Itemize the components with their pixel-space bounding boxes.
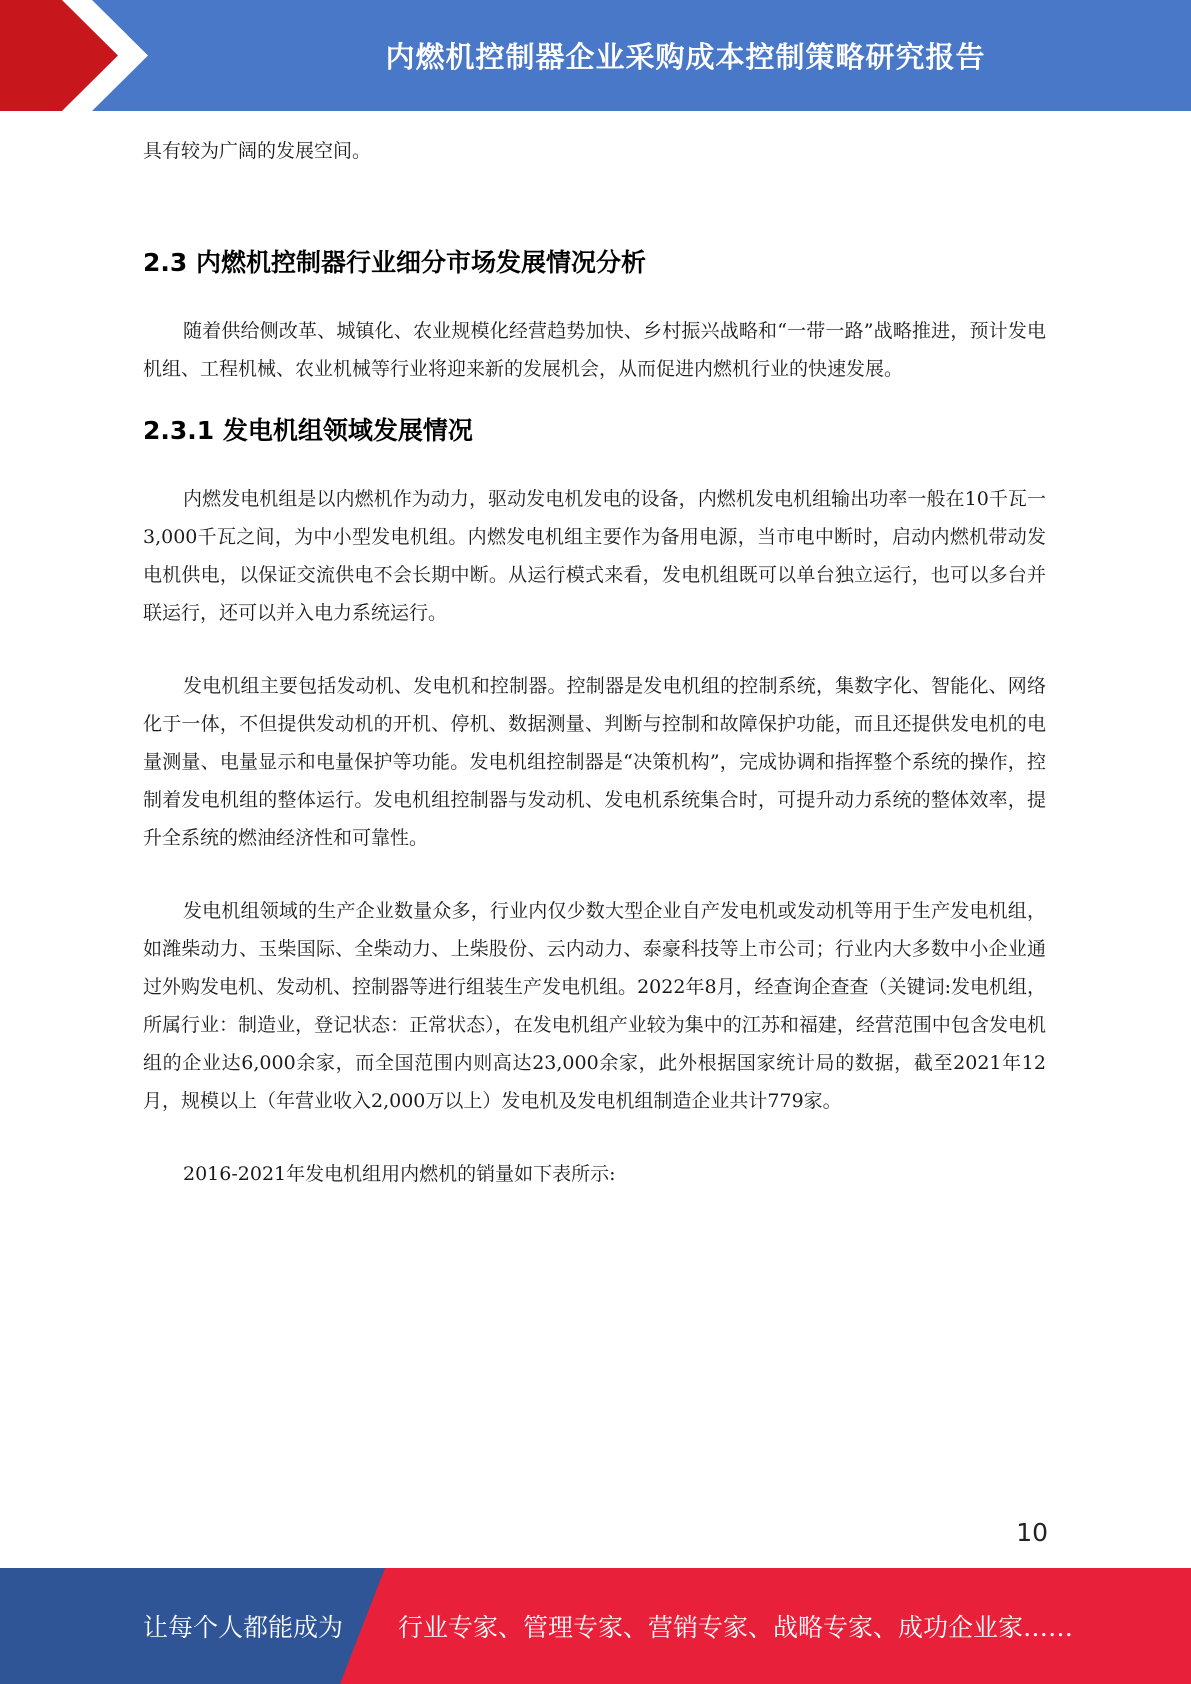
page-number: 10 xyxy=(1016,1518,1048,1547)
report-title: 内燃机控制器企业采购成本控制策略研究报告 xyxy=(385,40,986,74)
header-chevron-decoration xyxy=(0,0,160,111)
paragraph-genset-controller: 发电机组主要包括发动机、发电机和控制器。控制器是发电机组的控制系统，集数字化、智能化、网络化于一体，不但提供发动机的开机、停机、数据测量、判断与控制和故障保护功能，而且还提供发电机的电量测量、电量显示和电量保护等功能。发电机组控制器是“决策机构”，完成协调和指挥整个系统的操作，控制着发电机组的整体运行。发电机组控制器与发动机、发电机系统集合时，可提升动力系统的整体效率，提升全系统的燃油经济性和可靠性。 xyxy=(143,675,1046,849)
paragraph-genset-definition: 内燃发电机组是以内燃机作为动力，驱动发电机发电的设备，内燃机发电机组输出功率一般在10千瓦一3,000千瓦之间，为中小型发电机组。内燃发电机组主要作为备用电源，当市电中断时，启动内燃机带动发电机供电，以保证交流供电不会长期中断。从运行模式来看，发电机组既可以单台独立运行，也可以多台并联运行，还可以并入电力系统运行。 xyxy=(143,488,1046,624)
paragraph-sales-table-intro: 2016-2021年发电机组用内燃机的销量如下表所示: xyxy=(183,1163,616,1185)
section-2-3-1-heading: 2.3.1 发电机组领域发展情况 xyxy=(143,416,473,445)
footer-slogan-right: 行业专家、管理专家、营销专家、战略专家、成功企业家…… xyxy=(398,1613,1074,1642)
section-2-3-paragraph: 随着供给侧改革、城镇化、农业规模化经营趋势加快、乡村振兴战略和“一带一路”战略推进，预计发电机组、工程机械、农业机械等行业将迎来新的发展机会，从而促进内燃机行业的快速发展。 xyxy=(143,320,1046,380)
section-2-3-heading: 2.3 内燃机控制器行业细分市场发展情况分析 xyxy=(143,248,646,277)
paragraph-genset-industry: 发电机组领域的生产企业数量众多，行业内仅少数大型企业自产发电机或发动机等用于生产发电机组，如潍柴动力、玉柴国际、全柴动力、上柴股份、云内动力、泰豪科技等上市公司；行业内大多数中小企业通过外购发电机、发动机、控制器等进行组装生产发电机组。2022年8月，经查询企查查（关键词:发电机组，所属行业：制造业，登记状态：正常状态），在发电机组产业较为集中的江苏和福建，经营范围中包含发电机组的企业达6,000余家，而全国范围内则高达23,000余家，此外根据国家统计局的数据，截至2021年12月，规模以上（年营业收入2,000万以上）发电机及发电机组制造企业共计779家。 xyxy=(143,900,1046,1112)
page-header xyxy=(0,0,1191,111)
intro-paragraph-tail: 具有较为广阔的发展空间。 xyxy=(143,140,372,162)
footer-slogan-left: 让每个人都能成为 xyxy=(143,1613,344,1642)
document-body xyxy=(143,132,1046,1193)
page-footer xyxy=(0,1568,1191,1684)
